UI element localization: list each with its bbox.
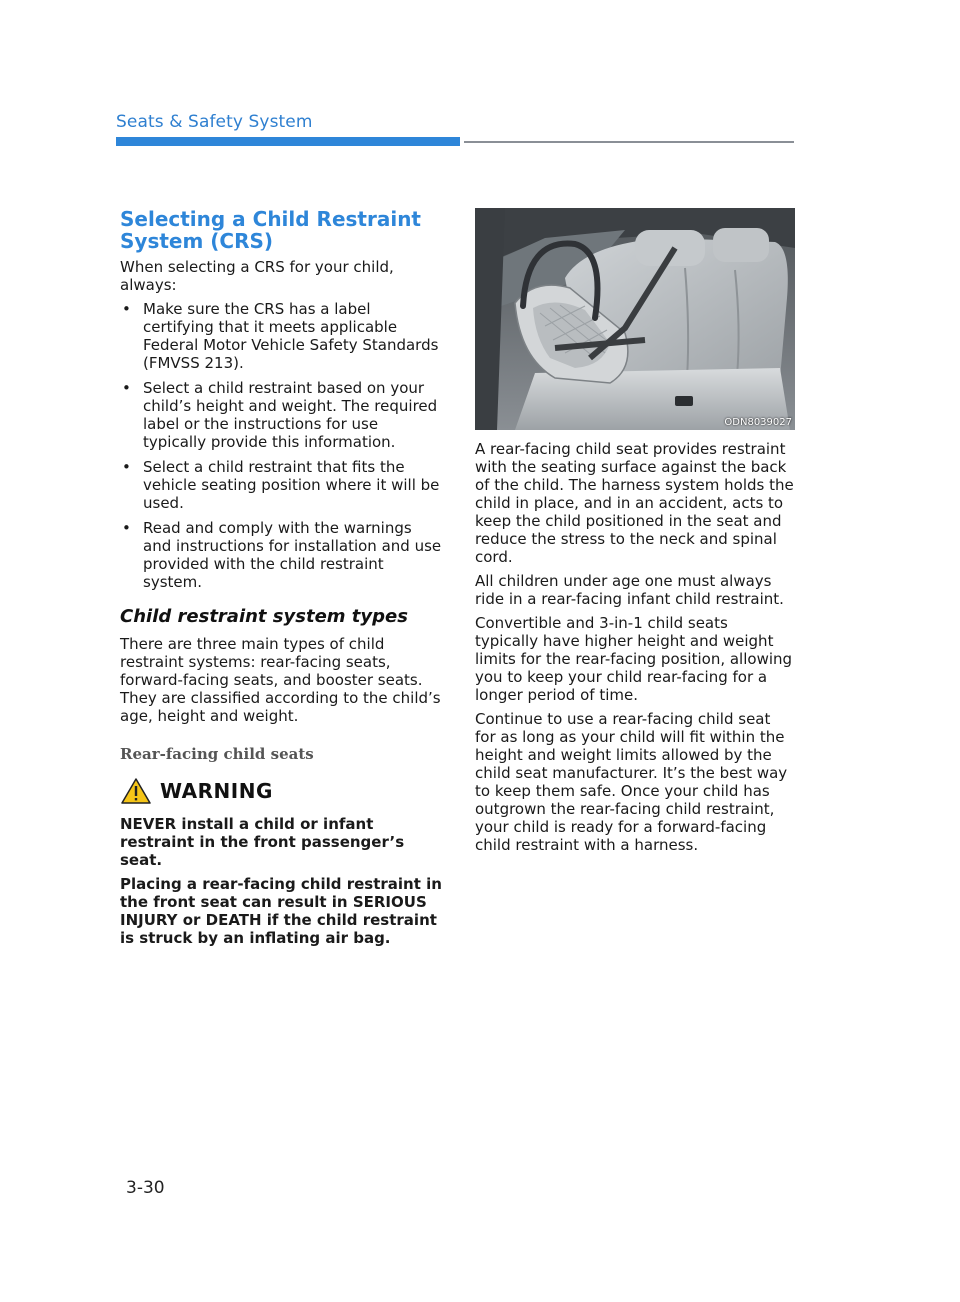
left-column (120, 208, 442, 953)
page-number: 3-30 (126, 1178, 165, 1198)
list-item: • Read and comply with the warnings and instructions for installation and use provided with the child restraint system. (122, 519, 442, 591)
list-item: • Make sure the CRS has a label certifying that it meets applicable Federal Motor Vehicle Safety Standards (FMVSS 213). (122, 300, 439, 372)
list-item: • Select a child restraint that fits the vehicle seating position where it will be used. (122, 458, 440, 512)
body-paragraph: Convertible and 3-in-1 child seats typically have higher height and weight limits for the rear-facing position, allowing you to keep your child rear-facing for a longer period of time. (475, 614, 793, 704)
bullet-list (120, 300, 442, 591)
list-item: • Select a child restraint based on your child’s height and weight. The required label or the instructions for use typically provide this information. (122, 379, 438, 451)
right-column (475, 208, 795, 860)
intro-paragraph: When selecting a CRS for your child, always: (120, 258, 394, 294)
header-rule-accent (116, 137, 460, 146)
bullet-icon: • (122, 519, 131, 537)
rear-seat-photo (475, 208, 795, 430)
bullet-icon: • (122, 300, 131, 318)
bullet-icon: • (122, 458, 131, 476)
warning-icon (120, 777, 152, 805)
types-heading: Child restraint system types (120, 606, 408, 627)
rear-seat-illustration (475, 208, 795, 430)
body-paragraph: A rear-facing child seat provides restraint with the seating surface against the back of the child. The harness system holds the child in place, and in an accident, acts to keep the child positioned in the seat and reduce the stress to the neck and spinal cord. (475, 440, 794, 566)
warning-title: WARNING (160, 779, 273, 803)
warning-header (120, 777, 442, 805)
header-rule-grey (464, 141, 794, 143)
figure-code: ODN8039027 (724, 417, 792, 428)
body-paragraph: Continue to use a rear-facing child seat for as long as your child will fit within the height and weight limits allowed by the child seat manufacturer. It’s the best way to keep them safe. Once your child has outgrown the rear-facing child restraint, your child is ready for a forward-facing child restraint with a harness. (475, 710, 788, 854)
warning-paragraph: Placing a rear-facing child restraint in the front seat can result in SERIOUS INJURY or DEATH if the child restraint is struck by an inflating air bag. (120, 875, 442, 947)
body-paragraph: All children under age one must always ride in a rear-facing infant child restraint. (475, 572, 784, 608)
types-paragraph: There are three main types of child restraint systems: rear-facing seats, forward-facing seats, and booster seats. They are classified according to the child’s age, height and weight. (120, 635, 441, 725)
warning-paragraph: NEVER install a child or infant restraint in the front passenger’s seat. (120, 815, 405, 869)
running-header: Seats & Safety System (116, 112, 313, 132)
section-heading: Selecting a Child Restraint System (CRS) (120, 207, 421, 253)
bullet-icon: • (122, 379, 131, 397)
rear-facing-heading: Rear-facing child seats (120, 745, 314, 763)
